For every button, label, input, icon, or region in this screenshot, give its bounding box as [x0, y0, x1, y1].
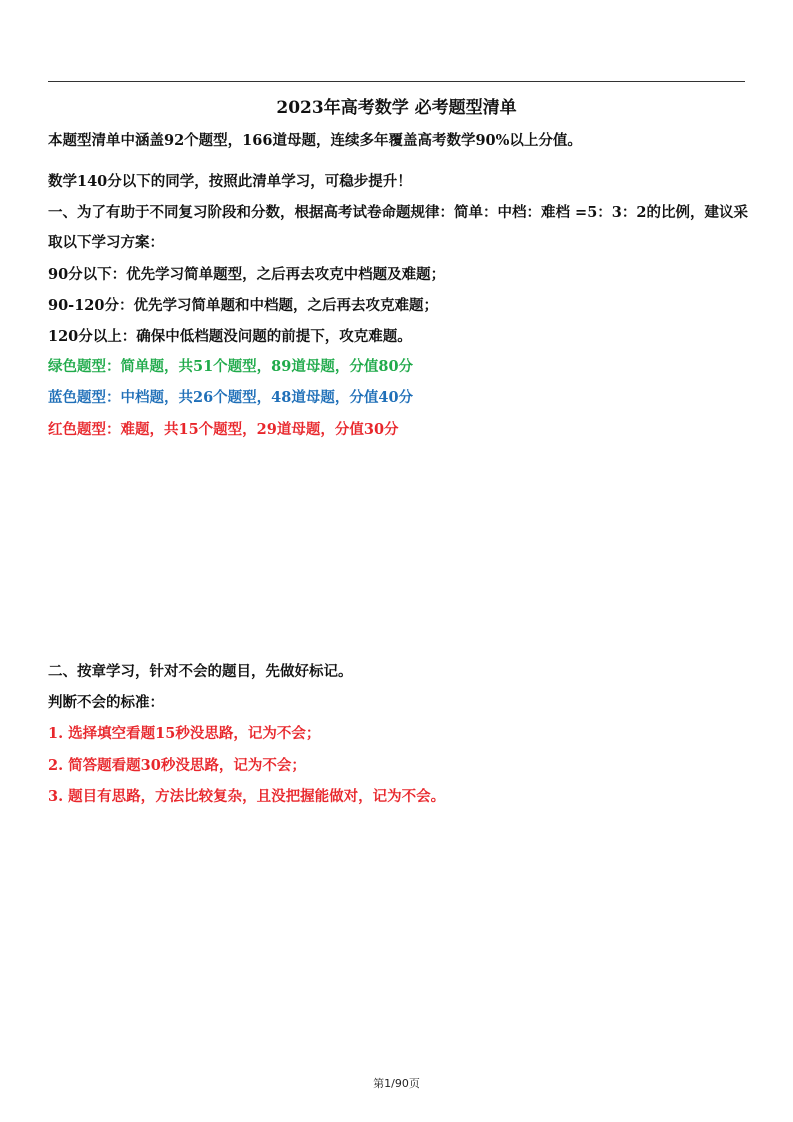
plan-below-90: 90分以下：优先学习简单题型，之后再去攻克中档题及难题； [48, 266, 446, 283]
intro-line-2: 数学140分以下的同学，按照此清单学习，可稳步提升！ [48, 173, 412, 190]
document-title: 2023年高考数学 必考题型清单 [276, 98, 517, 118]
criteria-item: 3. 题目有思路，方法比较复杂，且没把握能做对，记为不会。 [48, 788, 446, 805]
section-2-heading: 二、按章学习，针对不会的题目，先做好标记。 [48, 663, 353, 680]
header-rule [48, 81, 745, 82]
criteria-item: 2. 简答题看题30秒没思路，记为不会； [48, 757, 306, 774]
red-question-types: 红色题型：难题，共15个题型，29道母题，分值30分 [48, 421, 399, 438]
blue-question-types: 蓝色题型：中档题，共26个题型，48道母题，分值40分 [48, 389, 414, 406]
plan-90-120: 90-120分：优先学习简单题和中档题，之后再去攻克难题； [48, 297, 438, 314]
green-question-types: 绿色题型：简单题，共51个题型，89道母题，分值80分 [48, 358, 414, 375]
plan-above-120: 120分以上：确保中低档题没问题的前提下，攻克难题。 [48, 328, 412, 345]
section-1-heading: 一、为了有助于不同复习阶段和分数，根据高考试卷命题规律：简单：中档：难档 =5：3：2的比例，建议采取以下学习方案： [48, 204, 748, 251]
page-number: 第1/90页 [373, 1077, 420, 1090]
criteria-item: 1. 选择填空看题15秒没思路，记为不会； [48, 725, 321, 742]
criteria-label: 判断不会的标准： [48, 694, 164, 711]
intro-line-1: 本题型清单中涵盖92个题型，166道母题，连续多年覆盖高考数学90%以上分值。 [48, 132, 582, 149]
